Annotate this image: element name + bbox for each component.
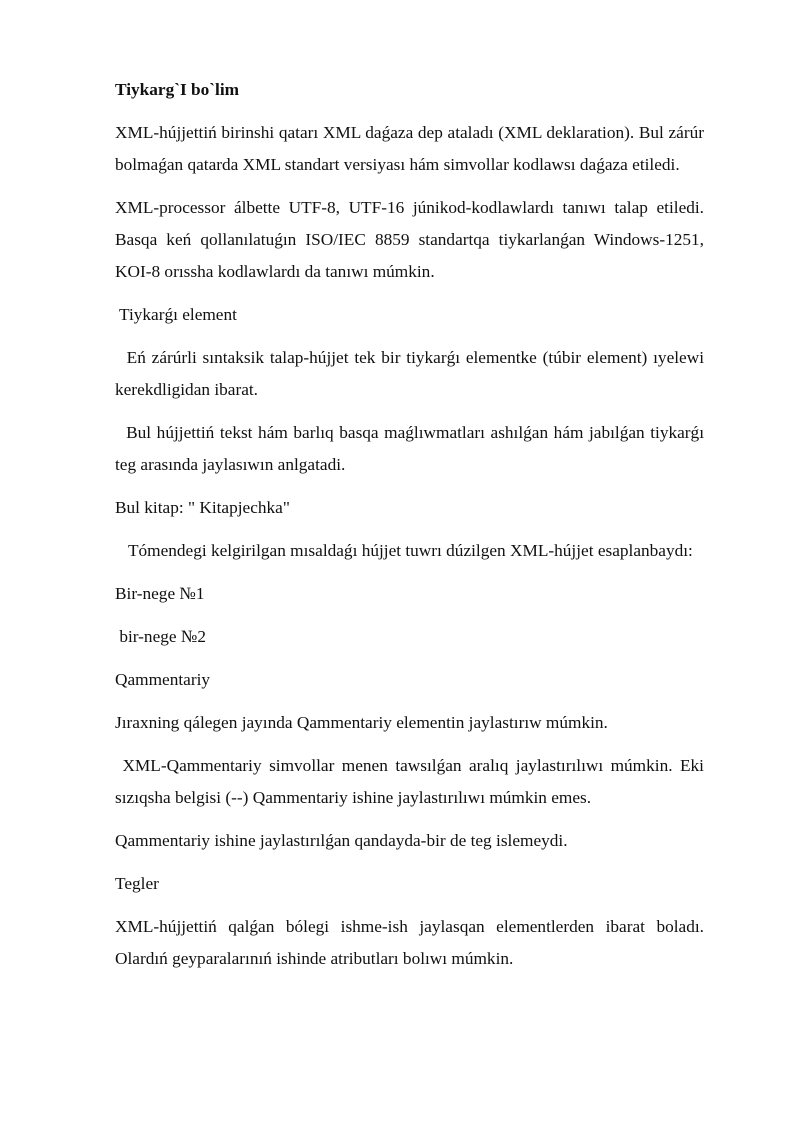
- example-book-line: Bul kitap: " Kitapjechka": [115, 498, 290, 517]
- paragraph-invalid-example: Tómendegi kelgirilgan mısaldaǵı hújjet tuwrı dúzilgen XML-hújjet esaplanbaydı:: [115, 541, 693, 560]
- paragraph-comment-tags: Qammentariy ishine jaylastırılǵan qandayda-bir de teg islemeydi.: [115, 831, 568, 850]
- heading-comments: Qammentariy: [115, 670, 211, 689]
- example-line-1: Bir-nege №1: [115, 584, 205, 603]
- paragraph-root-requirement: Eń zárúrli sıntaksik talap-hújjet tek bir tiykarǵı elementke (túbir element) ıyelewi kerekdligidan ibarat.: [115, 348, 709, 399]
- heading-tags: Tegler: [115, 874, 159, 893]
- paragraph-comment-placement: Jıraxning qálegen jayında Qammentariy elementin jaylastırıw múmkin.: [115, 713, 608, 732]
- example-line-2: bir-nege №2: [115, 627, 206, 646]
- paragraph-encodings: XML-processor álbette UTF-8, UTF-16 júnikod-kodlawlardı tanıwı talap etiledi. Basqa keń qollanılatuǵın ISO/IEC 8859 standartqa tiykarlanǵan Windows-1251, KOI-8 orıssha kodlawlardı da tanıwı múmkin.: [115, 198, 704, 281]
- heading-root-element: Tiykarǵı element: [115, 305, 237, 324]
- paragraph-xml-declaration: XML-hújjettiń birinshi qatarı XML daǵaza dep ataladı (XML deklaration). Bul zárúr bolmaǵan qatarda XML standart versiyası hám simvollar kodlawsı daǵaza etiledi.: [115, 123, 704, 174]
- section-title: Tiykarg`I bo`lim: [115, 80, 240, 99]
- paragraph-comment-rules: XML-Qammentariy simvollar menen tawsılǵan aralıq jaylastırılıwı múmkin. Eki sızıqsha belgisi (--) Qammentariy ishine jaylastırılıwı múmkin emes.: [115, 756, 709, 807]
- paragraph-root-content: Bul hújjettiń tekst hám barlıq basqa maǵlıwmatları ashılǵan hám jabılǵan tiykarǵı teg arasında jaylasıwın anlgatadi.: [115, 423, 709, 474]
- document-body: [115, 74, 709, 986]
- paragraph-nested-elements: XML-hújjettiń qalǵan bólegi ishme-ish jaylasqan elementlerden ibarat boladı. Olardıń geyparalarınıń ishinde atributları bolıwı múmkin.: [115, 917, 704, 968]
